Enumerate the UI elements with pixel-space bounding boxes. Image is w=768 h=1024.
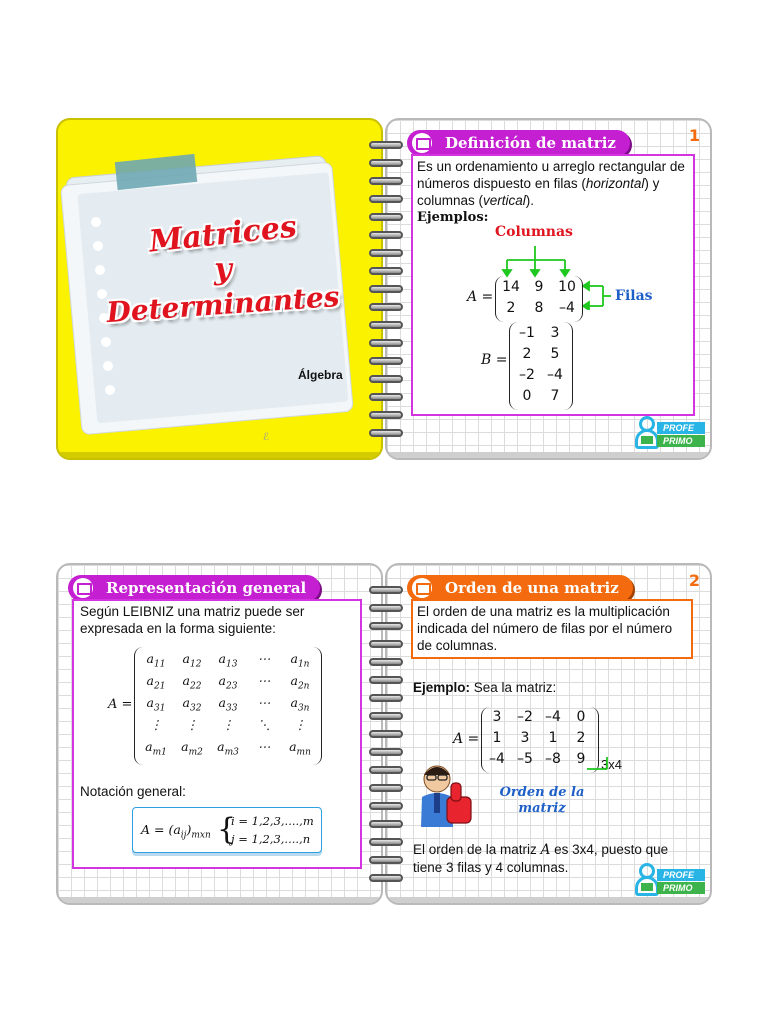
matrix-a-label: A = [467, 289, 494, 305]
tab-orden-label: Orden de una matriz [445, 579, 619, 597]
representation-box [72, 599, 362, 869]
general-matrix-cell: ⋯ [257, 651, 271, 666]
tab-definicion-label: Definición de matriz [445, 134, 616, 152]
order-label-line-1: Orden de la [499, 785, 585, 800]
general-matrix [134, 647, 322, 765]
order-definition-text: El orden de una matriz es la multiplicación indicada del número de filas por el número de columnas. [417, 604, 673, 653]
matrix-cell: 10 [558, 279, 576, 295]
tab-orden [407, 575, 633, 601]
notation-box [132, 807, 322, 853]
matrix-cell: 14 [502, 279, 520, 295]
notation-j: j = 1,2,3,....,n [231, 832, 311, 846]
page-edge [387, 897, 710, 903]
general-matrix-cell: ⋮ [221, 717, 235, 732]
cover-title-line-1: Matrices [147, 209, 299, 260]
def-vertical: vertical [483, 193, 526, 208]
matrix-cell: 2 [506, 300, 516, 316]
general-matrix-cell: $a_{32}$ [182, 695, 202, 714]
def-part: ). [525, 193, 535, 208]
order-arrow [587, 757, 611, 769]
page-edge [58, 452, 381, 458]
cover-page [56, 118, 383, 460]
matrix-cell: 5 [550, 346, 560, 362]
matrix-cell: 8 [534, 300, 544, 316]
cover-title [88, 209, 358, 330]
matrix-cell: –1 [519, 325, 535, 341]
order-matrix-cell: 9 [576, 751, 586, 767]
tab-representacion-label: Representación general [106, 579, 307, 597]
notebook-spread-2 [56, 563, 712, 905]
general-matrix-cell: $a_{m2}$ [181, 739, 203, 758]
conclusion-part: El orden de la matriz [413, 842, 541, 857]
general-matrix-cell: $a_{12}$ [182, 651, 202, 670]
matrix-a [495, 276, 583, 322]
page-number: 2 [688, 571, 700, 590]
logo-text-2: PRIMO [657, 435, 705, 447]
order-label [499, 785, 585, 817]
matrix-cell: –4 [547, 367, 563, 383]
matrix-cell: –2 [519, 367, 535, 383]
rows-label: Filas [615, 288, 653, 304]
cover-title-line-2: y [214, 252, 232, 287]
general-matrix-cell: $a_{mn}$ [289, 739, 311, 758]
general-matrix-cell: $a_{31}$ [146, 695, 166, 714]
def-horizontal: horizontal [585, 176, 645, 191]
general-matrix-cell: $a_{3n}$ [290, 695, 310, 714]
general-matrix-cell: ⋯ [257, 695, 271, 710]
order-matrix-cell: –2 [517, 709, 533, 725]
board-icon [412, 133, 432, 153]
general-matrix-cell: ⋮ [149, 717, 163, 732]
order-matrix-cell: 1 [492, 730, 502, 746]
definition-text [417, 158, 691, 209]
general-matrix-cell: $a_{22}$ [182, 673, 202, 692]
logo-book-icon [641, 883, 653, 891]
board-icon [73, 578, 93, 598]
definition-box [411, 154, 695, 416]
order-matrix-cell: 0 [576, 709, 586, 725]
profe-primo-logo [635, 416, 707, 452]
notebook-spread-1 [56, 118, 712, 460]
matrix-b-label: B = [481, 352, 508, 368]
matrix-cell: 7 [550, 388, 560, 404]
general-matrix-cell: $a_{11}$ [146, 651, 166, 670]
example-text: Sea la matriz: [473, 680, 557, 695]
general-matrix-cell: $a_{2n}$ [290, 673, 310, 692]
general-matrix-cell: $a_{m1}$ [145, 739, 167, 758]
svg-text:ℰ: ℰ [263, 432, 270, 443]
def-part: ) y columnas ( [417, 176, 660, 208]
order-matrix-cell: –5 [517, 751, 533, 767]
notation-label: Notación general: [80, 784, 186, 799]
general-matrix-cell: $a_{1n}$ [290, 651, 310, 670]
page-representacion [56, 563, 383, 905]
columns-label: Columnas [495, 224, 573, 240]
order-matrix-cell: 3 [492, 709, 502, 725]
cover-title-line-3: Determinantes [105, 279, 341, 330]
examples-label: Ejemplos: [417, 210, 489, 225]
notation-brace: { [217, 812, 237, 847]
order-definition-box [411, 599, 693, 659]
tab-representacion [68, 575, 320, 601]
logo-text-1: PROFE [657, 422, 705, 434]
general-matrix-cell: $a_{13}$ [218, 651, 238, 670]
notation-formula: $A = (a_{ij})_{mxn}$ [141, 822, 211, 841]
general-matrix-cell: ⋮ [185, 717, 199, 732]
profe-primo-logo [635, 863, 707, 899]
general-matrix-cell: $a_{33}$ [218, 695, 238, 714]
order-matrix-cell: 3 [520, 730, 530, 746]
order-matrix-cell: –4 [545, 709, 561, 725]
page-edge [58, 897, 381, 903]
general-matrix-cell: $a_{21}$ [146, 673, 166, 692]
logo-text-1: PROFE [657, 869, 705, 881]
general-matrix-label: A = [108, 697, 133, 712]
general-matrix-cell: ⋯ [257, 673, 271, 688]
general-matrix-cell: ⋮ [293, 717, 307, 732]
matrix-cell: 3 [550, 325, 560, 341]
order-label-line-2: matriz [518, 801, 566, 816]
notation-i: i = 1,2,3,....,m [231, 814, 314, 828]
tab-definicion [407, 130, 630, 156]
def-part: Es un ordenamiento u arreglo rectangular de números dispuesto en filas ( [417, 159, 685, 191]
order-matrix-label: A = [453, 731, 480, 747]
page-orden [385, 563, 712, 905]
order-matrix-cell: –4 [489, 751, 505, 767]
intro-text: Según LEIBNIZ una matriz puede ser expresada en la forma siguiente: [80, 604, 305, 636]
matrix-cell: 9 [534, 279, 544, 295]
conclusion-part: es 3x4, puesto que tiene 3 filas y 4 columnas. [413, 842, 669, 875]
matrix-cell: –4 [559, 300, 575, 316]
page-definicion [385, 118, 712, 460]
order-matrix-cell: 1 [548, 730, 558, 746]
order-matrix-cell: 2 [576, 730, 586, 746]
order-matrix-cell: –8 [545, 751, 561, 767]
conclusion-a: A [540, 842, 551, 858]
matrix-cell: 0 [522, 388, 532, 404]
order-subscript: 3x4 [601, 757, 622, 772]
general-matrix-cell: ⋯ [257, 739, 271, 754]
board-icon [412, 578, 432, 598]
thumbs-up-icon [447, 783, 471, 823]
general-matrix-cell: $a_{m3}$ [217, 739, 239, 758]
example-label: Ejemplo: [413, 680, 471, 695]
matrix-b [509, 322, 573, 410]
cover-subject: Álgebra [298, 368, 343, 382]
general-matrix-cell: ⋱ [257, 717, 271, 732]
page-number: 1 [688, 126, 700, 145]
page-edge [387, 452, 710, 458]
logo-book-icon [641, 436, 653, 444]
example-line [413, 679, 556, 696]
general-matrix-cell: $a_{23}$ [218, 673, 238, 692]
matrix-cell: 2 [522, 346, 532, 362]
logo-text-2: PRIMO [657, 882, 705, 894]
